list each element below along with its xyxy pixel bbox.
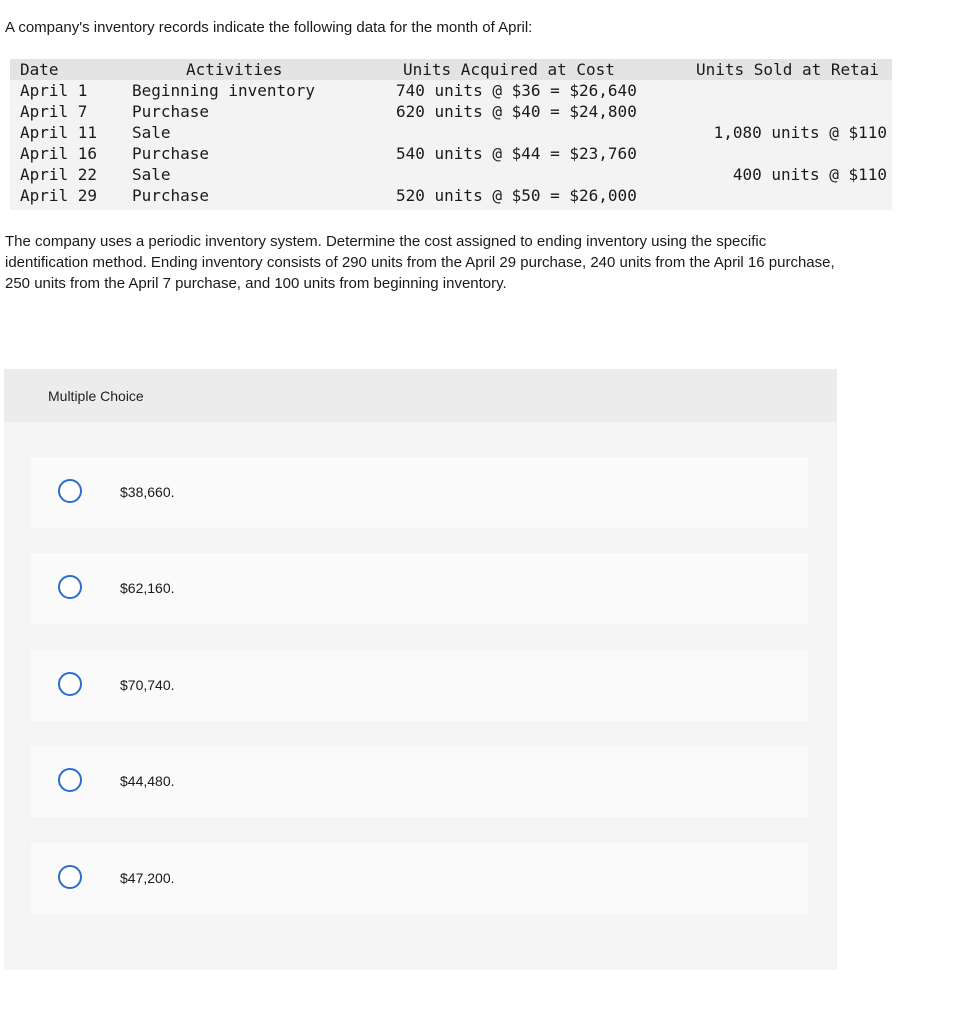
row-date: April 16	[20, 144, 98, 163]
row-date: April 22	[20, 165, 98, 184]
row-date: April 7	[20, 102, 88, 121]
row-sold: 400 units @ $110	[732, 165, 887, 184]
radio-button-icon[interactable]	[58, 479, 82, 503]
row-acquired: 520 units @ $50 = $26,000	[396, 186, 637, 205]
choice-label: $70,740.	[120, 677, 175, 693]
choice-label: $44,480.	[120, 773, 175, 789]
choice-label: $47,200.	[120, 870, 175, 886]
choice-option-3[interactable]	[31, 650, 808, 721]
row-activity: Purchase	[132, 102, 210, 121]
multiple-choice-title: Multiple Choice	[48, 388, 144, 404]
multiple-choice-panel	[4, 369, 837, 970]
choice-option-4[interactable]	[31, 746, 808, 817]
row-date: April 11	[20, 123, 98, 142]
row-activity: Beginning inventory	[132, 81, 316, 100]
row-activity: Sale	[132, 123, 171, 142]
radio-button-icon[interactable]	[58, 672, 82, 696]
row-acquired: 740 units @ $36 = $26,640	[396, 81, 637, 100]
row-date: April 29	[20, 186, 98, 205]
radio-button-icon[interactable]	[58, 575, 82, 599]
inventory-table	[10, 59, 892, 210]
row-date: April 1	[20, 81, 88, 100]
radio-button-icon[interactable]	[58, 768, 82, 792]
choice-option-5[interactable]	[31, 843, 808, 914]
radio-button-icon[interactable]	[58, 865, 82, 889]
header-units-acquired: Units Acquired at Cost	[403, 60, 615, 79]
choice-label: $38,660.	[120, 484, 175, 500]
row-activity: Sale	[132, 165, 171, 184]
row-activity: Purchase	[132, 186, 210, 205]
row-acquired: 540 units @ $44 = $23,760	[396, 144, 637, 163]
question-text: The company uses a periodic inventory system. Determine the cost assigned to ending inventory using the specific identification method. Ending inventory consists of 290 units from the April 29 purchase, 240 units from the April 16 purchase, 250 units from the April 7 purchase, and 100 units from beginning inventory.	[5, 233, 835, 292]
multiple-choice-header	[4, 369, 837, 422]
choice-option-2[interactable]	[31, 553, 808, 624]
header-activities: Activities	[186, 60, 283, 79]
intro-text: A company's inventory records indicate the following data for the month of April:	[5, 19, 533, 36]
header-date: Date	[20, 60, 59, 79]
row-acquired: 620 units @ $40 = $24,800	[396, 102, 637, 121]
row-sold: 1,080 units @ $110	[713, 123, 887, 142]
choice-label: $62,160.	[120, 580, 175, 596]
header-units-sold: Units Sold at Retai	[696, 60, 880, 79]
choice-option-1[interactable]	[31, 457, 808, 528]
row-activity: Purchase	[132, 144, 210, 163]
